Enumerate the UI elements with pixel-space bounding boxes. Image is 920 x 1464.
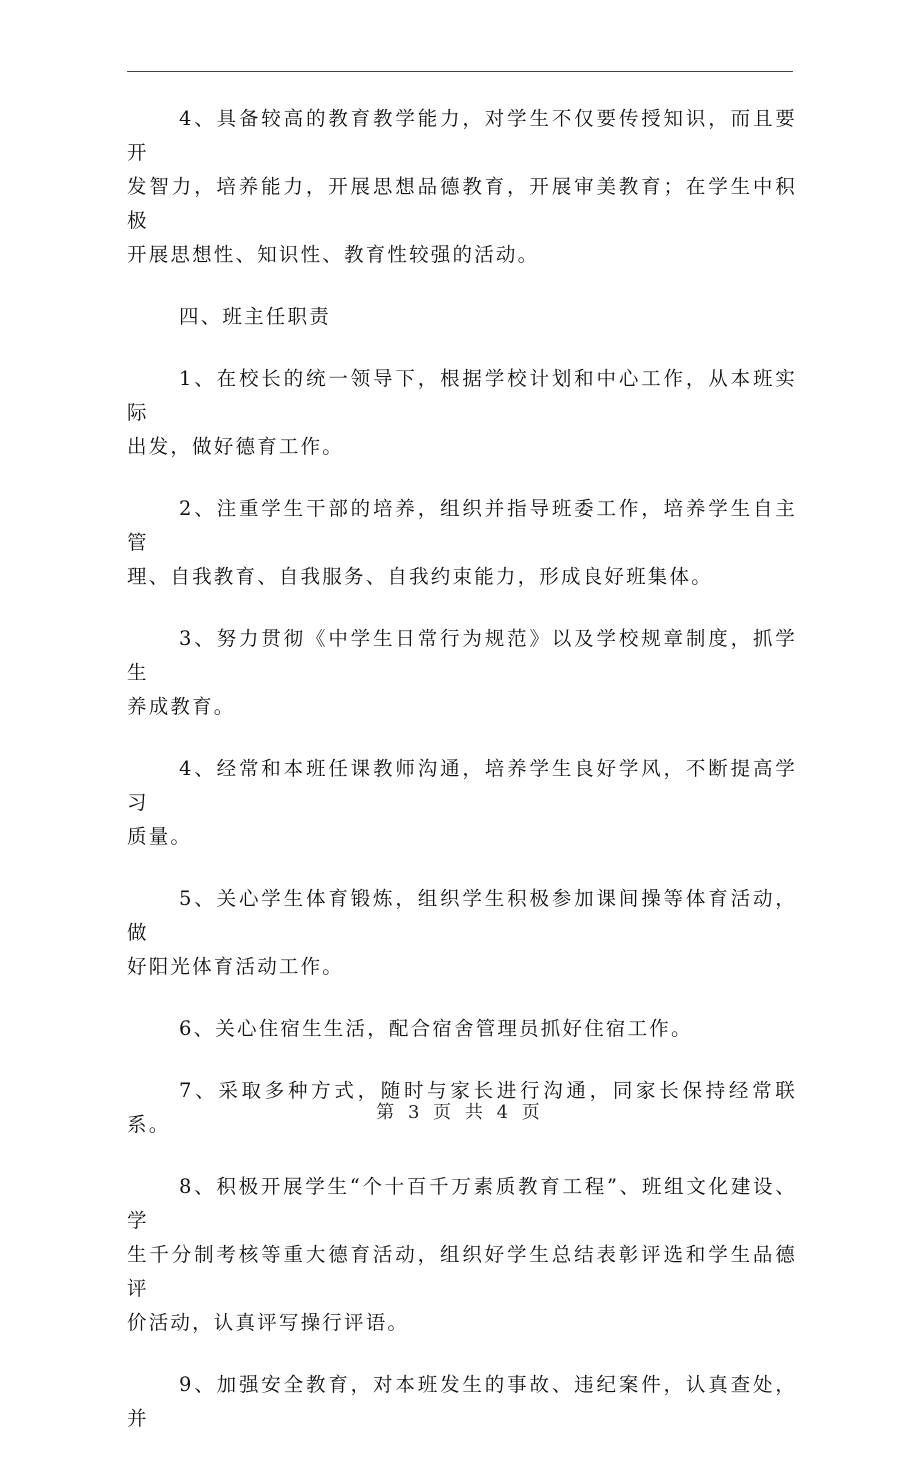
text-line: 6、关心住宿生生活，配合宿舍管理员抓好住宿工作。 (179, 1017, 693, 1040)
page-number-footer: 第 3 页 共 4 页 (376, 1102, 544, 1123)
paragraph-item-6 (127, 1012, 797, 1046)
paragraph-item-3 (127, 622, 797, 724)
text-line: 3、努力贯彻《中学生日常行为规范》以及学校规章制度，抓学生 (127, 627, 797, 684)
text-line: 1、在校长的统一领导下，根据学校计划和中心工作，从本班实际 (127, 367, 797, 424)
paragraph-item-1 (127, 362, 797, 464)
document-body (127, 102, 797, 1464)
heading-text: 四、班主任职责 (179, 305, 331, 328)
paragraph-item-4 (127, 752, 797, 854)
text-line: 开展思想性、知识性、教育性较强的活动。 (127, 243, 540, 266)
text-line: 生千分制考核等重大德育活动，组织好学生总结表彰评选和学生品德评 (127, 1243, 797, 1300)
text-line: 理、自我教育、自我服务、自我约束能力，形成良好班集体。 (127, 565, 713, 588)
paragraph-duty-4 (127, 102, 797, 272)
text-line: 5、关心学生体育锻炼，组织学生积极参加课间操等体育活动，做 (127, 887, 797, 944)
paragraph-item-9 (127, 1368, 797, 1436)
text-line: 9、加强安全教育，对本班发生的事故、违纪案件，认真查处，并 (127, 1373, 797, 1430)
text-line: 出发，做好德育工作。 (127, 435, 345, 458)
header-rule (127, 71, 793, 72)
text-line: 7、采取多种方式，随时与家长进行沟通，同家长保持经常联系。 (127, 1079, 797, 1136)
text-line: 价活动，认真评写操行评语。 (127, 1311, 410, 1334)
text-line: 养成教育。 (127, 695, 236, 718)
text-line: 2、注重学生干部的培养，组织并指导班委工作，培养学生自主管 (127, 497, 797, 554)
paragraph-item-5 (127, 882, 797, 984)
text-line: 4、具备较高的教育教学能力，对学生不仅要传授知识，而且要开 (127, 107, 797, 164)
paragraph-item-8 (127, 1170, 797, 1340)
paragraph-item-2 (127, 492, 797, 594)
text-line: 好阳光体育活动工作。 (127, 955, 345, 978)
text-line: 4、经常和本班任课教师沟通，培养学生良好学风，不断提高学习 (127, 757, 797, 814)
text-line: 发智力，培养能力，开展思想品德教育，开展审美教育；在学生中积极 (127, 175, 797, 232)
text-line: 8、积极开展学生“个十百千万素质教育工程”、班组文化建设、学 (127, 1175, 797, 1232)
text-line: 质量。 (127, 825, 193, 848)
section-heading (127, 300, 797, 334)
